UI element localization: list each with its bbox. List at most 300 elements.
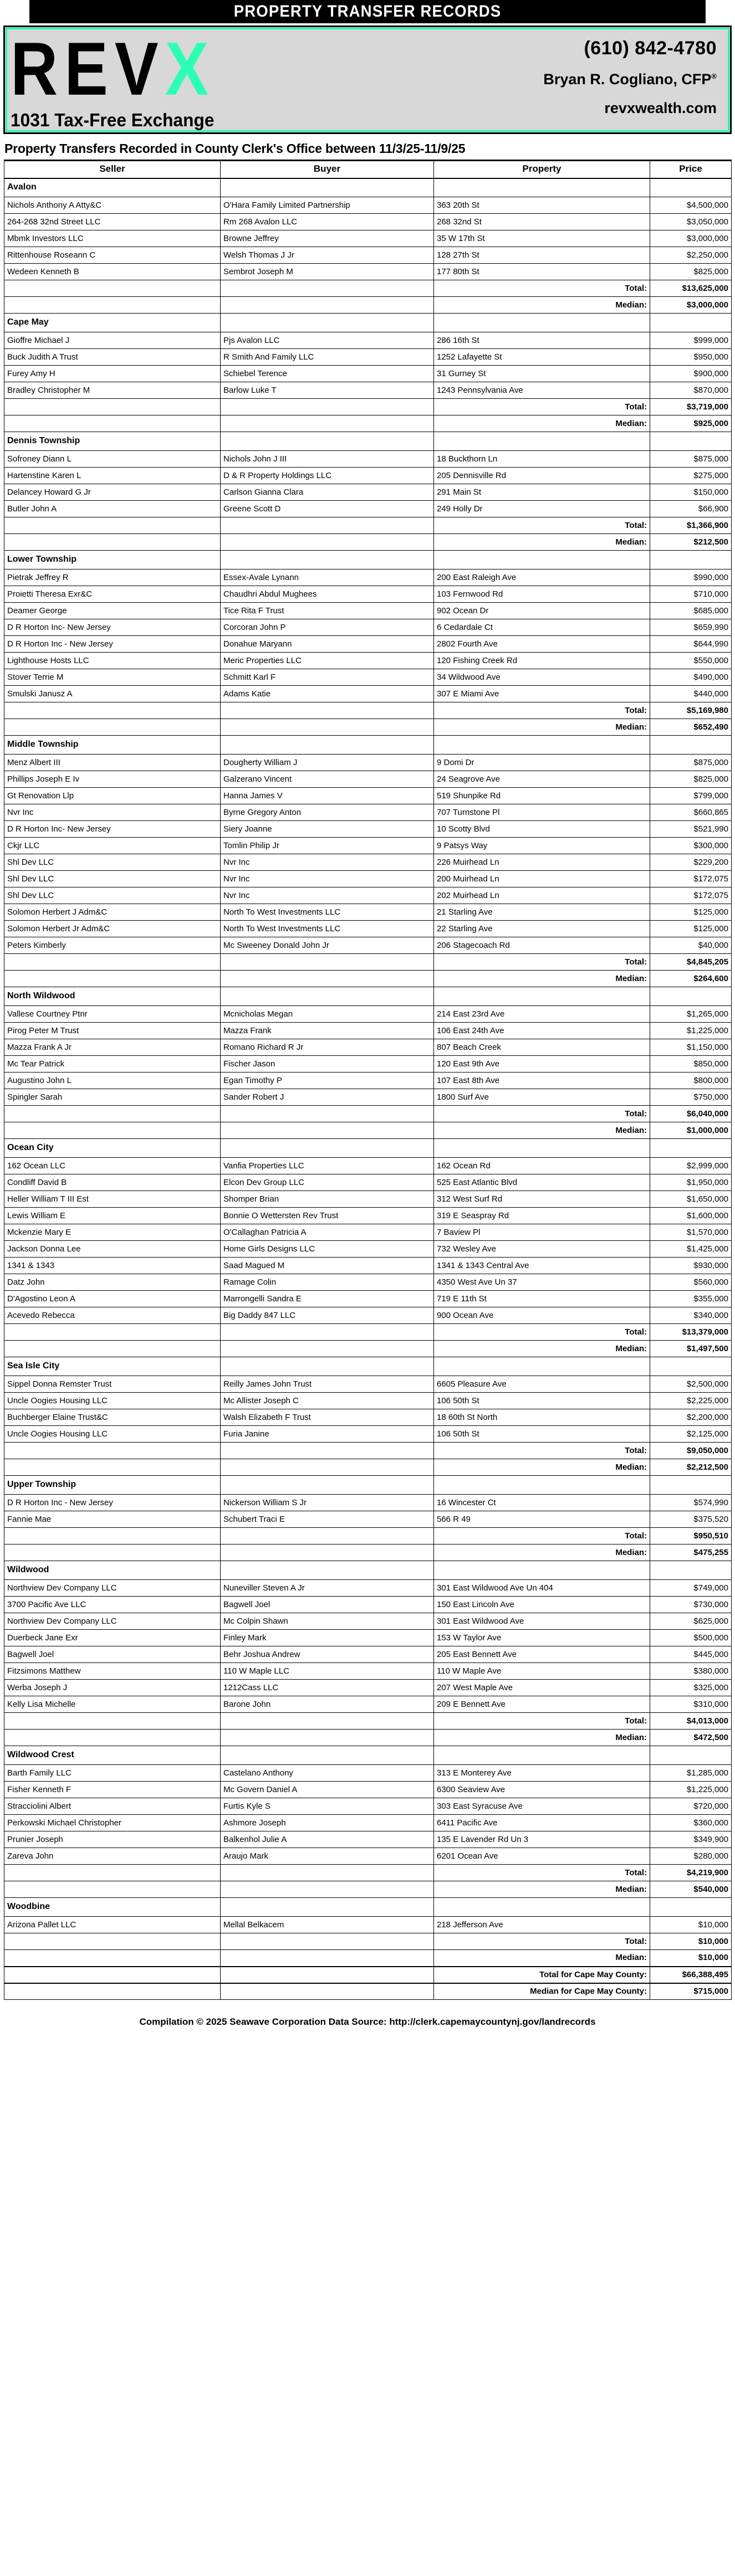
county-total-blank-seller (4, 1967, 221, 1983)
municipality-blank-buyer (221, 736, 434, 755)
table-row[interactable] (4, 1291, 732, 1307)
municipality-blank-property (434, 1476, 650, 1495)
table-row[interactable] (4, 468, 732, 484)
cell-property: 303 East Syracuse Ave (434, 1798, 650, 1815)
table-row[interactable] (4, 854, 732, 871)
cell-price: $1,150,000 (650, 1039, 732, 1056)
total-value: $1,366,900 (650, 517, 732, 534)
property-transfers-table (4, 160, 732, 2000)
table-row[interactable] (4, 1646, 732, 1663)
cell-buyer: Big Daddy 847 LLC (221, 1307, 434, 1324)
cell-buyer: Galzerano Vincent (221, 771, 434, 788)
municipality-name: Cape May (4, 314, 221, 332)
cell-buyer: Essex-Avale Lynann (221, 569, 434, 586)
cell-property: 106 50th St (434, 1426, 650, 1443)
cell-seller: Solomon Herbert Jr Adm&C (4, 921, 221, 937)
table-row[interactable] (4, 838, 732, 854)
cell-seller: Mbmk Investors LLC (4, 230, 221, 247)
cell-price: $440,000 (650, 686, 732, 702)
table-row[interactable] (4, 636, 732, 653)
total-blank-buyer (221, 1324, 434, 1341)
median-label: Median: (434, 1950, 650, 1967)
county-median-blank-buyer (221, 1983, 434, 2000)
table-row[interactable] (4, 1393, 732, 1409)
section-total-row (4, 954, 732, 971)
total-blank-seller (4, 1443, 221, 1459)
cell-buyer: Tomlin Philip Jr (221, 838, 434, 854)
cell-price: $380,000 (650, 1663, 732, 1680)
cell-seller: Buchberger Elaine Trust&C (4, 1409, 221, 1426)
cell-buyer: Bonnie O Wettersten Rev Trust (221, 1208, 434, 1224)
cell-seller: Stover Terrie M (4, 669, 221, 686)
cell-price: $355,000 (650, 1291, 732, 1307)
municipality-name: Wildwood Crest (4, 1746, 221, 1765)
cell-property: 268 32nd St (434, 214, 650, 230)
cell-property: 162 Ocean Rd (434, 1158, 650, 1174)
cell-price: $875,000 (650, 755, 732, 771)
table-row[interactable] (4, 247, 732, 264)
table-row[interactable] (4, 1174, 732, 1191)
section-total-row (4, 1443, 732, 1459)
total-blank-seller (4, 702, 221, 719)
county-median-value: $715,000 (650, 1983, 732, 2000)
cell-property: 807 Beach Creek (434, 1039, 650, 1056)
total-label: Total: (434, 1865, 650, 1881)
cell-price: $1,570,000 (650, 1224, 732, 1241)
cell-buyer: 110 W Maple LLC (221, 1663, 434, 1680)
median-blank-buyer (221, 1950, 434, 1967)
municipality-blank-buyer (221, 1898, 434, 1917)
cell-seller: Hartenstine Karen L (4, 468, 221, 484)
cell-seller: Rittenhouse Roseann C (4, 247, 221, 264)
cell-property: 21 Starling Ave (434, 904, 650, 921)
median-blank-seller (4, 971, 221, 987)
median-value: $3,000,000 (650, 297, 732, 314)
municipality-name: Avalon (4, 178, 221, 197)
cell-seller: Peters Kimberly (4, 937, 221, 954)
table-row[interactable] (4, 1680, 732, 1696)
median-value: $212,500 (650, 534, 732, 551)
table-row[interactable] (4, 1376, 732, 1393)
cell-seller: Kelly Lisa Michelle (4, 1696, 221, 1713)
total-blank-buyer (221, 1713, 434, 1730)
cell-buyer: Meric Properties LLC (221, 653, 434, 669)
cell-buyer: Nvr Inc (221, 887, 434, 904)
table-row[interactable] (4, 788, 732, 804)
cell-buyer: Tice Rita F Trust (221, 603, 434, 619)
table-row[interactable] (4, 1258, 732, 1274)
table-row[interactable] (4, 1307, 732, 1324)
cell-buyer: Rm 268 Avalon LLC (221, 214, 434, 230)
section-total-row (4, 280, 732, 297)
cell-buyer: Mc Allister Joseph C (221, 1393, 434, 1409)
table-row[interactable] (4, 264, 732, 280)
section-median-row (4, 971, 732, 987)
cell-seller: Shl Dev LLC (4, 887, 221, 904)
table-row[interactable] (4, 1613, 732, 1630)
municipality-blank-property (434, 551, 650, 569)
cell-price: $1,600,000 (650, 1208, 732, 1224)
table-row[interactable] (4, 366, 732, 382)
cell-price: $660,865 (650, 804, 732, 821)
median-blank-seller (4, 1544, 221, 1561)
table-row[interactable] (4, 1006, 732, 1023)
cell-property: 1252 Lafayette St (434, 349, 650, 366)
cell-price: $930,000 (650, 1258, 732, 1274)
municipality-blank-property (434, 1561, 650, 1580)
cell-buyer: Welsh Thomas J Jr (221, 247, 434, 264)
table-row[interactable] (4, 586, 732, 603)
county-total-label: Total for Cape May County: (434, 1967, 650, 1983)
section-total-row (4, 1528, 732, 1544)
table-row[interactable] (4, 1511, 732, 1528)
table-row[interactable] (4, 1831, 732, 1848)
cell-property: 6411 Pacific Ave (434, 1815, 650, 1831)
table-row[interactable] (4, 1917, 732, 1933)
cell-seller: Lewis William E (4, 1208, 221, 1224)
cell-seller: Ckjr LLC (4, 838, 221, 854)
median-label: Median: (434, 1122, 650, 1139)
total-value: $3,719,000 (650, 399, 732, 415)
table-row[interactable] (4, 1191, 732, 1208)
median-blank-seller (4, 1459, 221, 1476)
table-row[interactable] (4, 501, 732, 517)
cell-buyer: Barone John (221, 1696, 434, 1713)
phone-number[interactable]: (610) 842-4780 (584, 38, 717, 59)
cell-price: $300,000 (650, 838, 732, 854)
section-median-row (4, 719, 732, 736)
column-header-buyer[interactable]: Buyer (221, 161, 434, 178)
section-total-row (4, 1865, 732, 1881)
cell-buyer: Corcoran John P (221, 619, 434, 636)
median-blank-buyer (221, 1544, 434, 1561)
cell-property: 202 Muirhead Ln (434, 887, 650, 904)
municipality-name: Sea Isle City (4, 1357, 221, 1376)
cell-price: $825,000 (650, 264, 732, 280)
total-blank-seller (4, 1865, 221, 1881)
median-blank-buyer (221, 719, 434, 736)
cell-seller: D R Horton Inc - New Jersey (4, 1495, 221, 1511)
table-row[interactable] (4, 1056, 732, 1073)
cell-seller: Stracciolini Albert (4, 1798, 221, 1815)
table-row[interactable] (4, 904, 732, 921)
municipality-name: Wildwood (4, 1561, 221, 1580)
cell-seller: Northview Dev Company LLC (4, 1580, 221, 1597)
cell-buyer: Sander Robert J (221, 1089, 434, 1106)
cell-buyer: Behr Joshua Andrew (221, 1646, 434, 1663)
cell-price: $870,000 (650, 382, 732, 399)
cell-buyer: Nickerson William S Jr (221, 1495, 434, 1511)
median-blank-seller (4, 297, 221, 314)
table-row[interactable] (4, 821, 732, 838)
table-row[interactable] (4, 1089, 732, 1106)
cell-buyer: Schubert Traci E (221, 1511, 434, 1528)
cell-property: 6300 Seaview Ave (434, 1782, 650, 1798)
table-row[interactable] (4, 1663, 732, 1680)
cell-buyer: Nvr Inc (221, 854, 434, 871)
table-row[interactable] (4, 1580, 732, 1597)
cell-buyer: Dougherty William J (221, 755, 434, 771)
median-value: $2,212,500 (650, 1459, 732, 1476)
section-median-row (4, 1881, 732, 1898)
table-row[interactable] (4, 1782, 732, 1798)
cell-buyer: Mazza Frank (221, 1023, 434, 1039)
table-row[interactable] (4, 887, 732, 904)
cell-price: $325,000 (650, 1680, 732, 1696)
page-title: PROPERTY TRANSFER RECORDS (29, 0, 706, 23)
cell-seller: 162 Ocean LLC (4, 1158, 221, 1174)
table-row[interactable] (4, 603, 732, 619)
median-label: Median: (434, 1459, 650, 1476)
table-row[interactable] (4, 1241, 732, 1258)
municipality-blank-buyer (221, 178, 434, 197)
total-blank-seller (4, 399, 221, 415)
table-row[interactable] (4, 230, 732, 247)
table-row[interactable] (4, 484, 732, 501)
cell-price: $66,900 (650, 501, 732, 517)
cell-price: $500,000 (650, 1630, 732, 1646)
cell-buyer: Ashmore Joseph (221, 1815, 434, 1831)
cell-property: 24 Seagrove Ave (434, 771, 650, 788)
table-row[interactable] (4, 619, 732, 636)
municipality-blank-property (434, 1898, 650, 1917)
table-row[interactable] (4, 1848, 732, 1865)
total-blank-buyer (221, 517, 434, 534)
table-row[interactable] (4, 1765, 732, 1782)
cell-property: 34 Wildwood Ave (434, 669, 650, 686)
cell-buyer: Finley Mark (221, 1630, 434, 1646)
total-blank-seller (4, 1106, 221, 1122)
municipality-blank-price (650, 432, 732, 451)
median-value: $472,500 (650, 1730, 732, 1746)
municipality-blank-property (434, 432, 650, 451)
cell-seller: D'Agostino Leon A (4, 1291, 221, 1307)
cell-buyer: Greene Scott D (221, 501, 434, 517)
cell-price: $685,000 (650, 603, 732, 619)
table-row[interactable] (4, 755, 732, 771)
median-blank-buyer (221, 1459, 434, 1476)
cell-seller: 264-268 32nd Street LLC (4, 214, 221, 230)
median-value: $475,255 (650, 1544, 732, 1561)
cell-price: $990,000 (650, 569, 732, 586)
median-blank-buyer (221, 415, 434, 432)
cell-price: $800,000 (650, 1073, 732, 1089)
cell-property: 200 East Raleigh Ave (434, 569, 650, 586)
cell-property: 200 Muirhead Ln (434, 871, 650, 887)
table-row[interactable] (4, 871, 732, 887)
municipality-blank-property (434, 1746, 650, 1765)
cell-price: $490,000 (650, 669, 732, 686)
table-row[interactable] (4, 1023, 732, 1039)
cell-price: $2,250,000 (650, 247, 732, 264)
table-row[interactable] (4, 214, 732, 230)
cell-buyer: 1212Cass LLC (221, 1680, 434, 1696)
total-blank-buyer (221, 1933, 434, 1950)
table-row[interactable] (4, 921, 732, 937)
cell-buyer: O'Hara Family Limited Partnership (221, 197, 434, 214)
table-row[interactable] (4, 1426, 732, 1443)
cell-price: $2,125,000 (650, 1426, 732, 1443)
cell-property: 106 50th St (434, 1393, 650, 1409)
cell-seller: Werba Joseph J (4, 1680, 221, 1696)
section-median-row (4, 415, 732, 432)
cell-seller: 3700 Pacific Ave LLC (4, 1597, 221, 1613)
cell-property: 566 R 49 (434, 1511, 650, 1528)
median-value: $1,000,000 (650, 1122, 732, 1139)
table-row[interactable] (4, 1208, 732, 1224)
median-blank-seller (4, 719, 221, 736)
website-url[interactable]: revxwealth.com (604, 100, 717, 116)
cell-property: 153 W Taylor Ave (434, 1630, 650, 1646)
total-value: $13,625,000 (650, 280, 732, 297)
cell-property: 732 Wesley Ave (434, 1241, 650, 1258)
cell-price: $10,000 (650, 1917, 732, 1933)
cell-price: $150,000 (650, 484, 732, 501)
table-row[interactable] (4, 1039, 732, 1056)
table-row[interactable] (4, 1597, 732, 1613)
table-row[interactable] (4, 569, 732, 586)
cell-seller: Deamer George (4, 603, 221, 619)
table-row[interactable] (4, 1409, 732, 1426)
median-value: $1,497,500 (650, 1341, 732, 1357)
municipality-blank-buyer (221, 551, 434, 569)
cell-seller: Uncle Oogies Housing LLC (4, 1393, 221, 1409)
cell-seller: Butler John A (4, 501, 221, 517)
cell-property: 9 Patsys Way (434, 838, 650, 854)
table-row[interactable] (4, 451, 732, 468)
table-row[interactable] (4, 1815, 732, 1831)
median-value: $264,600 (650, 971, 732, 987)
advertisement-banner[interactable] (3, 25, 732, 134)
cell-property: 9 Domi Dr (434, 755, 650, 771)
median-label: Median: (434, 534, 650, 551)
cell-property: 35 W 17th St (434, 230, 650, 247)
table-row[interactable] (4, 1630, 732, 1646)
cell-price: $1,265,000 (650, 1006, 732, 1023)
column-header-property[interactable]: Property (434, 161, 650, 178)
section-median-row (4, 1122, 732, 1139)
county-median-row (4, 1983, 732, 2000)
median-blank-buyer (221, 1122, 434, 1139)
cell-price: $550,000 (650, 653, 732, 669)
cell-seller: Shl Dev LLC (4, 854, 221, 871)
total-value: $4,845,205 (650, 954, 732, 971)
municipality-blank-price (650, 736, 732, 755)
cell-seller: Heller William T III Est (4, 1191, 221, 1208)
cell-property: 902 Ocean Dr (434, 603, 650, 619)
cell-property: 10 Scotty Blvd (434, 821, 650, 838)
table-row[interactable] (4, 653, 732, 669)
cell-property: 120 Fishing Creek Rd (434, 653, 650, 669)
cell-buyer: Reilly James John Trust (221, 1376, 434, 1393)
cell-property: 31 Gurney St (434, 366, 650, 382)
total-label: Total: (434, 1713, 650, 1730)
cell-property: 249 Holly Dr (434, 501, 650, 517)
cell-seller: D R Horton Inc- New Jersey (4, 619, 221, 636)
contact-block (428, 37, 717, 117)
cell-property: 107 East 8th Ave (434, 1073, 650, 1089)
table-row[interactable] (4, 1274, 732, 1291)
total-blank-seller (4, 1528, 221, 1544)
cell-seller: Gioffre Michael J (4, 332, 221, 349)
cell-price: $229,200 (650, 854, 732, 871)
table-row[interactable] (4, 669, 732, 686)
municipality-row (4, 551, 732, 569)
table-row[interactable] (4, 1073, 732, 1089)
cell-price: $825,000 (650, 771, 732, 788)
municipality-name: Ocean City (4, 1139, 221, 1158)
table-row[interactable] (4, 382, 732, 399)
cell-price: $40,000 (650, 937, 732, 954)
median-value: $925,000 (650, 415, 732, 432)
cell-seller: D R Horton Inc - New Jersey (4, 636, 221, 653)
median-blank-seller (4, 1881, 221, 1898)
median-blank-seller (4, 1950, 221, 1967)
cell-property: 16 Wincester Ct (434, 1495, 650, 1511)
cell-property: 707 Turnstone Pl (434, 804, 650, 821)
cell-property: 1800 Surf Ave (434, 1089, 650, 1106)
median-blank-seller (4, 1341, 221, 1357)
cell-buyer: Ramage Colin (221, 1274, 434, 1291)
column-header-seller[interactable]: Seller (4, 161, 221, 178)
county-total-row (4, 1967, 732, 1983)
cell-property: 900 Ocean Ave (434, 1307, 650, 1324)
municipality-blank-property (434, 736, 650, 755)
table-row[interactable] (4, 349, 732, 366)
cell-property: 205 Dennisville Rd (434, 468, 650, 484)
total-value: $9,050,000 (650, 1443, 732, 1459)
table-row[interactable] (4, 1224, 732, 1241)
municipality-name: Lower Township (4, 551, 221, 569)
table-row[interactable] (4, 771, 732, 788)
total-label: Total: (434, 1528, 650, 1544)
cell-price: $720,000 (650, 1798, 732, 1815)
cell-buyer: Mc Colpin Shawn (221, 1613, 434, 1630)
cell-seller: Pirog Peter M Trust (4, 1023, 221, 1039)
table-row[interactable] (4, 332, 732, 349)
table-row[interactable] (4, 1158, 732, 1174)
table-row[interactable] (4, 804, 732, 821)
median-blank-seller (4, 1730, 221, 1746)
total-value: $13,379,000 (650, 1324, 732, 1341)
column-header-price[interactable]: Price (650, 161, 732, 178)
table-header-row (4, 161, 732, 178)
cell-seller: Gt Renovation Llp (4, 788, 221, 804)
total-label: Total: (434, 1324, 650, 1341)
table-row[interactable] (4, 937, 732, 954)
municipality-blank-buyer (221, 432, 434, 451)
municipality-blank-buyer (221, 987, 434, 1006)
cell-buyer: North To West Investments LLC (221, 921, 434, 937)
county-total-value: $66,388,495 (650, 1967, 732, 1983)
municipality-row (4, 1746, 732, 1765)
table-row[interactable] (4, 197, 732, 214)
table-row[interactable] (4, 1495, 732, 1511)
median-label: Median: (434, 415, 650, 432)
table-row[interactable] (4, 1696, 732, 1713)
cell-seller: Wedeen Kenneth B (4, 264, 221, 280)
table-row[interactable] (4, 1798, 732, 1815)
cell-price: $875,000 (650, 451, 732, 468)
section-median-row (4, 1730, 732, 1746)
cell-price: $3,000,000 (650, 230, 732, 247)
cell-price: $1,425,000 (650, 1241, 732, 1258)
cell-buyer: Mellal Belkacem (221, 1917, 434, 1933)
cell-buyer: Walsh Elizabeth F Trust (221, 1409, 434, 1426)
total-blank-seller (4, 1713, 221, 1730)
table-row[interactable] (4, 686, 732, 702)
cell-seller: Northview Dev Company LLC (4, 1613, 221, 1630)
